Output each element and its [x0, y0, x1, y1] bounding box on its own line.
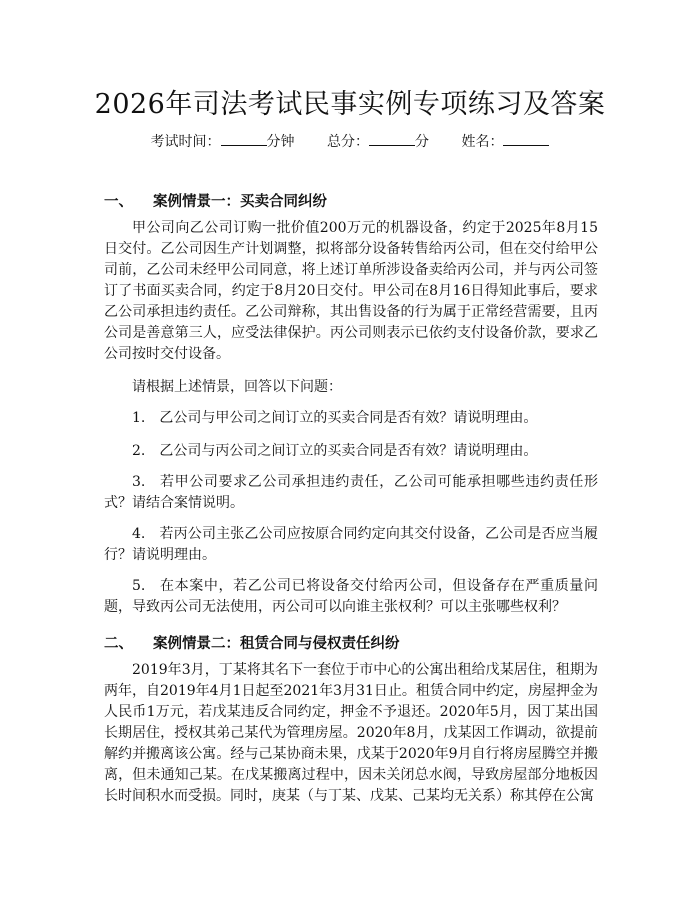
score-label: 总分： — [327, 134, 369, 150]
case-paragraph: 2019年3月，丁某将其名下一套位于市中心的公寓出租给戊某居住，租期为两年，自2019年4月1日起至2021年3月31日止。租赁合同中约定，房屋押金为人民币1万元，若戊某违反合同约定，押金不予退还。2020年5月，因丁某出国长期居住，授权其弟己某代为管理房屋。2020年8月，戊某因工作调动，欲提前解约并搬离该公寓。经与己某协商未果，戊某于2020年9月自行将房屋腾空并搬离，但未通知己某。在戊某搬离过程中，因未关闭总水阀，导致房屋部分地板因长时间积水而受损。同时，庚某（与丁某、戊某、己某均无关系）称其停在公寓 — [104, 662, 598, 804]
question-prompt: 请根据上述情景，回答以下问题： — [132, 379, 342, 395]
question-text: 若甲公司要求乙公司承担违约责任，乙公司可能承担哪些违约责任形式？请结合案情说明。 — [104, 474, 598, 511]
total-score — [327, 134, 433, 150]
exam-time — [151, 134, 299, 150]
question-number: 1. — [132, 410, 146, 426]
question-number: 3. — [132, 474, 146, 490]
name-blank — [503, 132, 549, 146]
question-item — [104, 524, 598, 566]
score-blank — [369, 132, 415, 146]
section-number: 一、 — [104, 193, 133, 210]
exam-meta — [0, 131, 700, 151]
time-blank — [221, 132, 267, 146]
time-label: 考试时间： — [150, 134, 221, 150]
case-paragraph: 甲公司向乙公司订购一批价值200万元的机器设备，约定于2025年8月15日交付。乙公司因生产计划调整，拟将部分设备转售给丙公司，但在交付给甲公司前，乙公司未经甲公司同意，将上述订单所涉设备卖给丙公司，并与丙公司签订了书面买卖合同，约定于8月20日交付。甲公司在8月16日得知此事后，要求乙公司承担违约责任。乙公司辩称，其出售设备的行为属于正常经营需要，且丙公司是善意第三人，应受法律保护。丙公司则表示已依约支付设备价款，要求乙公司按时交付设备。 — [104, 220, 598, 362]
question-number: 5. — [132, 578, 146, 594]
question-item — [104, 472, 598, 514]
question-item — [104, 441, 598, 462]
section-heading — [104, 190, 327, 211]
name-label: 姓名： — [461, 134, 504, 150]
section-title: 案例情景一：买卖合同纠纷 — [153, 193, 327, 210]
section-heading — [104, 632, 400, 653]
question-text: 在本案中，若乙公司已将设备交付给丙公司，但设备存在严重质量问题，导致丙公司无法使用，丙公司可以向谁主张权利？可以主张哪些权利？ — [104, 578, 598, 615]
question-item — [104, 408, 598, 429]
question-text: 乙公司与甲公司之间订立的买卖合同是否有效？请说明理由。 — [159, 410, 538, 426]
question-number: 2. — [132, 443, 146, 459]
question-number: 4. — [132, 526, 146, 542]
time-unit: 分钟 — [266, 134, 295, 150]
score-unit: 分 — [415, 134, 429, 150]
page-title: 2026年司法考试民事实例专项练习及答案 — [94, 89, 606, 120]
section-number: 二、 — [104, 635, 133, 652]
question-item — [104, 576, 598, 618]
section-title: 案例情景二：租赁合同与侵权责任纠纷 — [153, 635, 400, 652]
question-text: 若丙公司主张乙公司应按原合同约定向其交付设备，乙公司是否应当履行？请说明理由。 — [104, 526, 598, 563]
student-name — [461, 134, 549, 150]
question-text: 乙公司与丙公司之间订立的买卖合同是否有效？请说明理由。 — [159, 443, 538, 459]
